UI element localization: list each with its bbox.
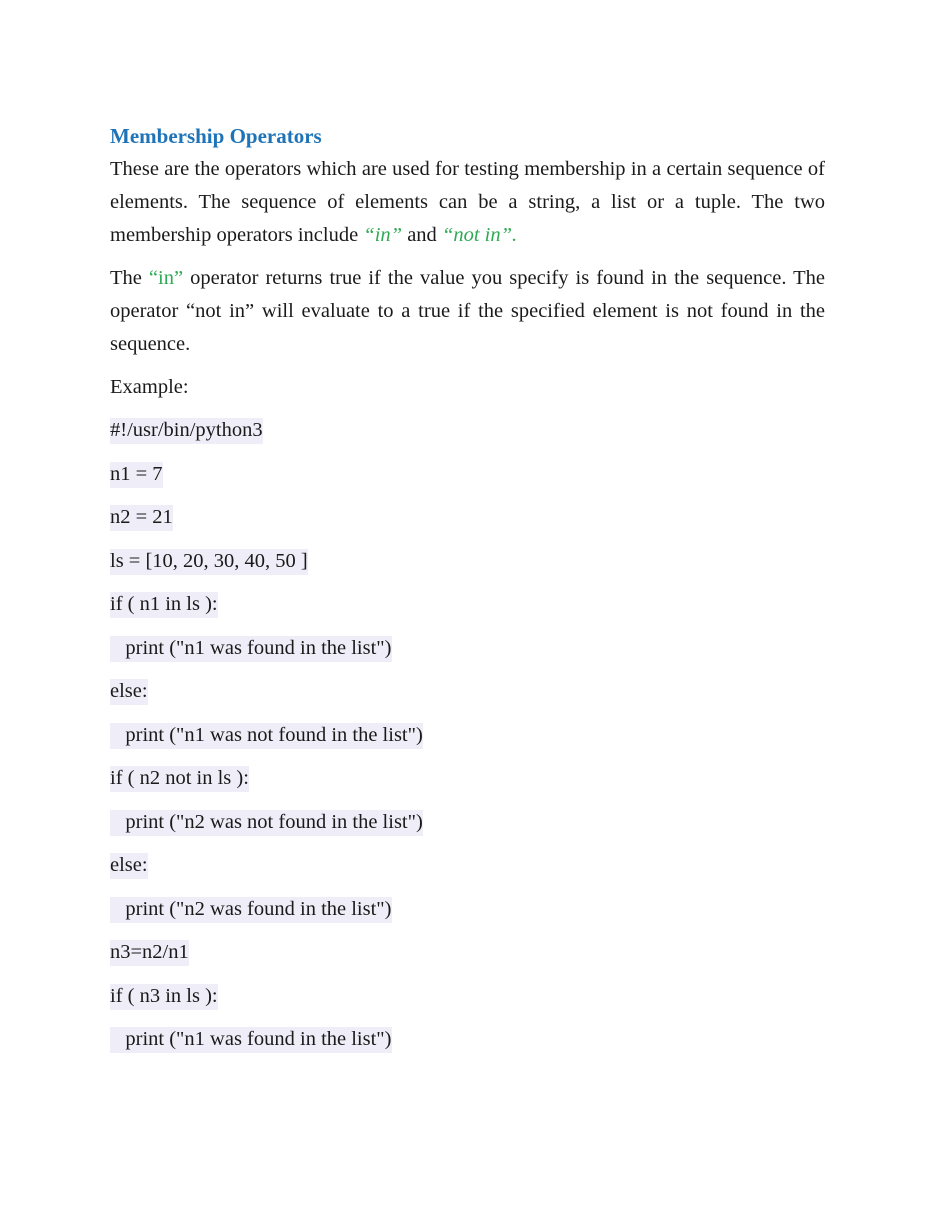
- code-line: [110, 849, 825, 882]
- explanation-text-2: operator returns true if the value you specify is found in the sequence. The operator “not in” will evaluate to a true if the specified element is not found in the sequence.: [110, 267, 825, 355]
- code-text: print ("n1 was not found in the list"): [110, 723, 423, 749]
- explanation-paragraph: [110, 262, 825, 361]
- keyword-in: “in”: [363, 224, 403, 246]
- code-text: print ("n2 was not found in the list"): [110, 810, 423, 836]
- code-text: else:: [110, 679, 148, 705]
- code-line: [110, 632, 825, 665]
- code-text: else:: [110, 853, 148, 879]
- code-line: [110, 1023, 825, 1056]
- code-line: [110, 980, 825, 1013]
- code-text: print ("n1 was found in the list"): [110, 1027, 392, 1053]
- code-text: print ("n1 was found in the list"): [110, 636, 392, 662]
- intro-paragraph: [110, 153, 825, 252]
- example-label: Example:: [110, 376, 189, 398]
- code-line: [110, 545, 825, 578]
- code-text: n2 = 21: [110, 505, 173, 531]
- code-line: [110, 936, 825, 969]
- code-text: if ( n2 not in ls ):: [110, 766, 249, 792]
- intro-text-2: and: [402, 224, 442, 246]
- code-line: [110, 762, 825, 795]
- code-line: [110, 588, 825, 621]
- section-heading: Membership Operators: [110, 124, 322, 148]
- code-line: [110, 414, 825, 447]
- code-text: ls = [10, 20, 30, 40, 50 ]: [110, 549, 308, 575]
- code-line: [110, 675, 825, 708]
- keyword-in-inline: “in”: [148, 267, 184, 289]
- code-line: [110, 893, 825, 926]
- code-text: n1 = 7: [110, 462, 163, 488]
- code-text: print ("n2 was found in the list"): [110, 897, 392, 923]
- code-text: if ( n1 in ls ):: [110, 592, 218, 618]
- code-text: if ( n3 in ls ):: [110, 984, 218, 1010]
- code-line: [110, 458, 825, 491]
- code-text: n3=n2/n1: [110, 940, 189, 966]
- keyword-not-in: “not in”.: [441, 224, 518, 246]
- code-block: [110, 414, 825, 1056]
- document-page: [110, 120, 825, 1067]
- explanation-text-1: The: [110, 267, 149, 289]
- code-line: [110, 806, 825, 839]
- code-line: [110, 501, 825, 534]
- code-text: #!/usr/bin/python3: [110, 418, 263, 444]
- intro-text-1: These are the operators which are used for testing membership in a certain sequence of elements. The sequence of elements can be a string, a list or a tuple. The two membership operators include: [110, 158, 825, 246]
- code-line: [110, 719, 825, 752]
